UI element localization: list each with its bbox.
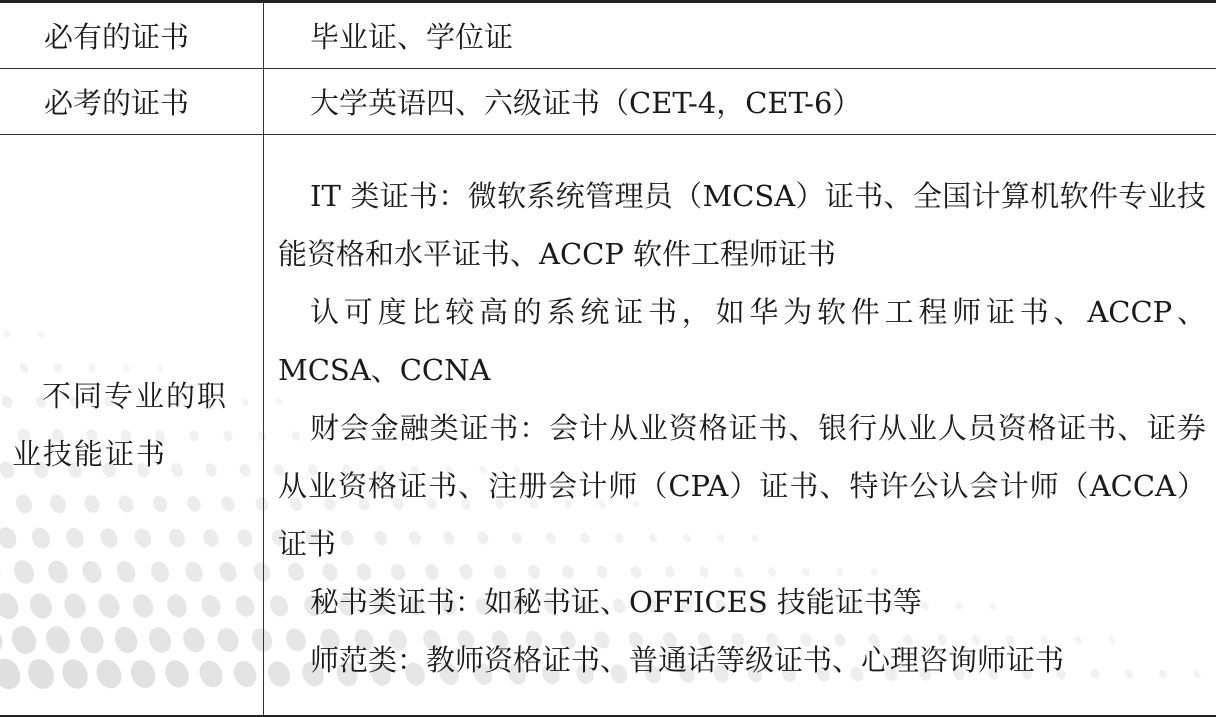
paragraph-it-certificates: IT 类证书：微软系统管理员（MCSA）证书、全国计算机软件专业技能资格和水平证书、ACCP 软件工程师证书: [278, 179, 1206, 271]
row-label-text: 不同专业的职业技能证书: [12, 379, 229, 471]
paragraph-teacher-certificates: 师范类：教师资格证书、普通话等级证书、心理咨询师证书: [310, 643, 1065, 677]
table-row-exam-certificates: [0, 69, 1216, 135]
row-content-professional-certificates: [264, 135, 1216, 715]
row-label-professional-certificates: [0, 135, 264, 715]
row-label-exam-certificates: 必考的证书: [0, 69, 264, 134]
paragraph-secretary-certificates: 秘书类证书：如秘书证、OFFICES 技能证书等: [310, 585, 922, 619]
paragraph-finance-certificates: 财会金融类证书：会计从业资格证书、银行从业人员资格证书、证券从业资格证书、注册会计师（CPA）证书、特许公认会计师（ACCA）证书: [278, 411, 1206, 561]
paragraph-recognized-certificates: 认可度比较高的系统证书，如华为软件工程师证书、ACCP、MCSA、CCNA: [278, 295, 1206, 387]
table-row-professional-certificates: [0, 135, 1216, 715]
row-label-required-certificates: 必有的证书: [0, 3, 264, 68]
table-row-required-certificates: [0, 3, 1216, 69]
row-content-required-certificates: 毕业证、学位证: [310, 20, 514, 54]
row-content-exam-certificates: 大学英语四、六级证书（CET-4，CET-6）: [310, 86, 862, 120]
